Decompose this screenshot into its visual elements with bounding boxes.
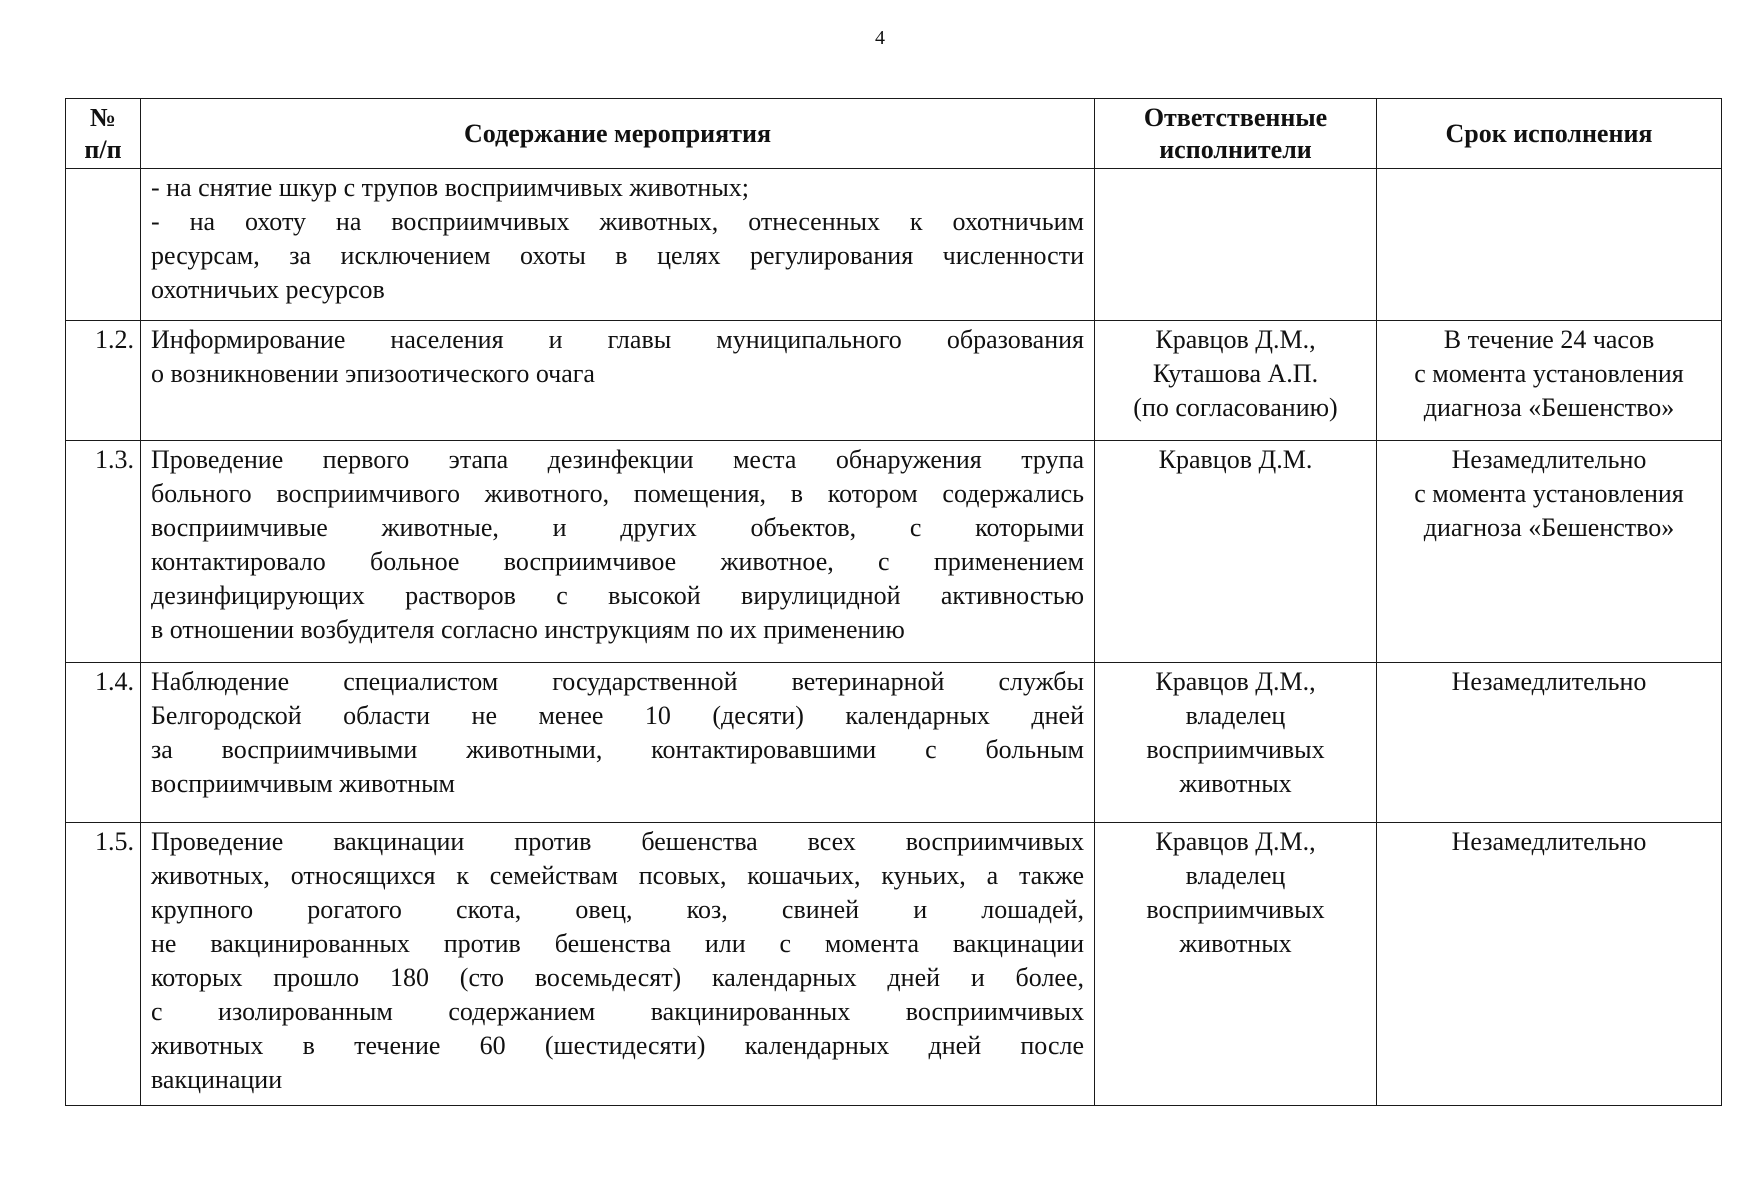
row-number: 1.5. <box>66 823 141 1106</box>
table-body <box>66 169 1722 1106</box>
content-line: с изолированным содержанием вакцинированных восприимчивых <box>151 997 1084 1026</box>
header-num-line: № <box>89 102 117 132</box>
content-line: которых прошло 180 (сто восемьдесят) календарных дней и более, <box>151 963 1084 992</box>
table-header-row <box>66 99 1722 169</box>
content-line: Наблюдение специалистом государственной ветеринарной службы <box>151 667 1084 696</box>
responsible-line: Кравцов Д.М., <box>1155 667 1316 696</box>
content-line: - на снятие шкур с трупов восприимчивых животных; <box>151 173 750 202</box>
term-line: диагноза «Бешенство» <box>1423 513 1675 542</box>
responsible-line: Кравцов Д.М., <box>1155 325 1316 354</box>
content-line: Проведение вакцинации против бешенства всех восприимчивых <box>151 827 1084 856</box>
responsible-line: владелец <box>1185 701 1286 730</box>
content-line: - на охоту на восприимчивых животных, отнесенных к охотничьим <box>151 207 1084 236</box>
row-responsible <box>1095 441 1377 663</box>
header-responsible <box>1095 99 1377 169</box>
row-content <box>141 169 1095 321</box>
row-responsible <box>1095 169 1377 321</box>
row-number: 1.2. <box>66 321 141 441</box>
row-number: 1.3. <box>66 441 141 663</box>
table-row <box>66 169 1722 321</box>
responsible-line: восприимчивых <box>1146 895 1325 924</box>
row-content <box>141 441 1095 663</box>
responsible-line: животных <box>1179 929 1292 958</box>
row-content <box>141 823 1095 1106</box>
header-term: Срок исполнения <box>1377 99 1722 169</box>
table-row <box>66 321 1722 441</box>
term-line: с момента установления <box>1414 479 1684 508</box>
responsible-line: владелец <box>1185 861 1286 890</box>
content-line: крупного рогатого скота, овец, коз, свиней и лошадей, <box>151 895 1084 924</box>
header-num <box>66 99 141 169</box>
content-line: животных, относящихся к семействам псовых, кошачьих, куньих, а также <box>151 861 1084 890</box>
content-line: ресурсам, за исключением охоты в целях регулирования численности <box>151 241 1084 270</box>
content-line: контактировало больное восприимчивое животное, с применением <box>151 547 1084 576</box>
content-line: Информирование населения и главы муниципального образования <box>151 325 1084 354</box>
row-responsible <box>1095 663 1377 823</box>
row-number: 1.4. <box>66 663 141 823</box>
content-line: о возникновении эпизоотического очага <box>151 359 595 388</box>
term-line: В течение 24 часов <box>1443 325 1655 354</box>
row-responsible <box>1095 823 1377 1106</box>
content-line: вакцинации <box>151 1065 283 1094</box>
table-row <box>66 823 1722 1106</box>
responsible-line: Кравцов Д.М., <box>1155 827 1316 856</box>
row-number <box>66 169 141 321</box>
content-line: животных в течение 60 (шестидесяти) календарных дней после <box>151 1031 1084 1060</box>
content-line: в отношении возбудителя согласно инструкциям по их применению <box>151 615 905 644</box>
header-responsible-line: исполнители <box>1159 134 1312 164</box>
responsible-line: Кравцов Д.М. <box>1158 445 1313 474</box>
responsible-line: животных <box>1179 769 1292 798</box>
term-line: Незамедлительно <box>1451 667 1647 696</box>
content-line: за восприимчивыми животными, контактировавшими с больным <box>151 735 1084 764</box>
page-number: 4 <box>875 27 885 49</box>
responsible-line: (по согласованию) <box>1133 393 1338 422</box>
content-line: восприимчивым животным <box>151 769 456 798</box>
term-line: Незамедлительно <box>1451 827 1647 856</box>
row-responsible <box>1095 321 1377 441</box>
header-content: Содержание мероприятия <box>141 99 1095 169</box>
row-term <box>1377 663 1722 823</box>
table-row <box>66 663 1722 823</box>
term-line: диагноза «Бешенство» <box>1423 393 1675 422</box>
row-content <box>141 663 1095 823</box>
content-line: охотничьих ресурсов <box>151 275 385 304</box>
content-line: Проведение первого этапа дезинфекции места обнаружения трупа <box>151 445 1084 474</box>
content-line: не вакцинированных против бешенства или с момента вакцинации <box>151 929 1084 958</box>
content-line: Белгородской области не менее 10 (десяти) календарных дней <box>151 701 1084 730</box>
responsible-line: Куташова А.П. <box>1152 359 1319 388</box>
term-line: с момента установления <box>1414 359 1684 388</box>
term-line: Незамедлительно <box>1451 445 1647 474</box>
row-term <box>1377 321 1722 441</box>
content-line: восприимчивые животные, и других объектов, с которыми <box>151 513 1084 542</box>
row-content <box>141 321 1095 441</box>
row-term <box>1377 823 1722 1106</box>
content-line: больного восприимчивого животного, помещения, в котором содержались <box>151 479 1084 508</box>
table-row <box>66 441 1722 663</box>
header-responsible-line: Ответственные <box>1143 102 1328 132</box>
responsible-line: восприимчивых <box>1146 735 1325 764</box>
measures-table <box>65 98 1722 1106</box>
row-term <box>1377 169 1722 321</box>
content-line: дезинфицирующих растворов с высокой вирулицидной активностью <box>151 581 1084 610</box>
header-num-line: п/п <box>84 134 122 164</box>
row-term <box>1377 441 1722 663</box>
